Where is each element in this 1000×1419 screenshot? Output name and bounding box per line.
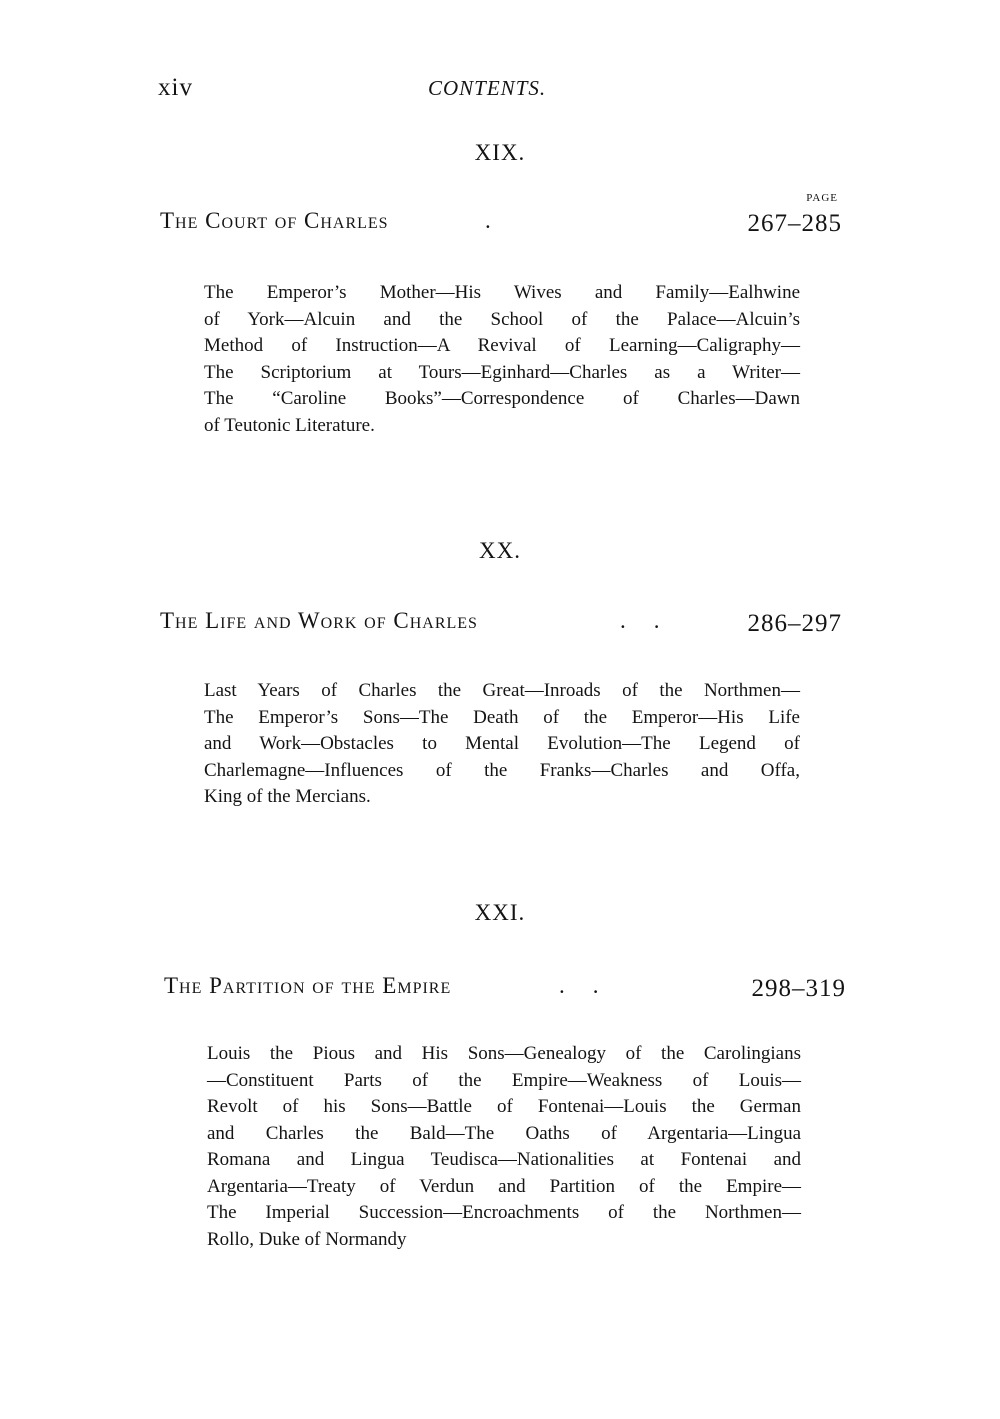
page-column-label: PAGE	[806, 192, 838, 204]
running-head	[0, 74, 1000, 108]
summary-line: and Charles the Bald—The Oaths of Argentaria—Lingua	[207, 1122, 801, 1144]
summary-line: Method of Instruction—A Revival of Learning—Caligraphy—	[204, 335, 800, 356]
summary-line: King of the Mercians.	[204, 786, 371, 807]
summary-line: Charlemagne—Influences of the Franks—Charles and Offa,	[204, 759, 800, 781]
chapter-numeral: XIX.	[474, 140, 526, 165]
contents-entry[interactable]	[160, 608, 842, 642]
summary-line: of York—Alcuin and the School of the Palace—Alcuin’s	[204, 308, 800, 330]
dot-leader: .	[485, 208, 519, 233]
dot-leader: ..	[620, 608, 688, 633]
summary-line: The Emperor’s Sons—The Death of the Emperor—His Life	[204, 706, 800, 728]
chapter-summary	[204, 678, 800, 811]
summary-line: The Emperor’s Mother—His Wives and Family—Ealhwine	[204, 282, 800, 303]
contents-entry[interactable]	[164, 973, 846, 1007]
summary-line: Louis the Pious and His Sons—Genealogy of the Carolingians	[207, 1043, 801, 1064]
summary-line: Romana and Lingua Teudisca—Nationalities at Fontenai and	[207, 1149, 801, 1170]
chapter-title: The Partition of the Empire	[164, 973, 452, 998]
chapter-page-range: 267–285	[747, 210, 842, 237]
chapter-page-range: 298–319	[751, 975, 846, 1002]
summary-line: The “Caroline Books”—Correspondence of Charles—Dawn	[204, 388, 800, 409]
summary-line: Rollo, Duke of Normandy	[207, 1228, 407, 1250]
summary-line: The Imperial Succession—Encroachments of the Northmen—	[207, 1202, 801, 1223]
summary-line: Argentaria—Treaty of Verdun and Partition of the Empire—	[207, 1175, 801, 1197]
chapter-title: The Court of Charles	[160, 208, 389, 233]
summary-line: —Constituent Parts of the Empire—Weakness of Louis—	[207, 1069, 801, 1091]
summary-line: Last Years of Charles the Great—Inroads of the Northmen—	[204, 680, 800, 701]
summary-line: Revolt of his Sons—Battle of Fontenai—Louis the German	[207, 1096, 801, 1117]
chapter-page-range: 286–297	[747, 610, 842, 637]
running-title: CONTENTS.	[428, 76, 547, 100]
summary-line: The Scriptorium at Tours—Eginhard—Charles as a Writer—	[204, 361, 800, 383]
contents-entry[interactable]	[160, 208, 842, 242]
dot-leader: ..	[559, 973, 627, 998]
page-number: xiv	[158, 74, 193, 101]
chapter-title: The Life and Work of Charles	[160, 608, 478, 633]
chapter-summary	[207, 1041, 801, 1253]
summary-line: and Work—Obstacles to Mental Evolution—The Legend of	[204, 733, 800, 754]
chapter-summary	[204, 280, 800, 439]
summary-line: of Teutonic Literature.	[204, 414, 375, 436]
chapter-numeral: XXI.	[474, 900, 526, 925]
chapter-numeral: XX.	[479, 538, 521, 563]
